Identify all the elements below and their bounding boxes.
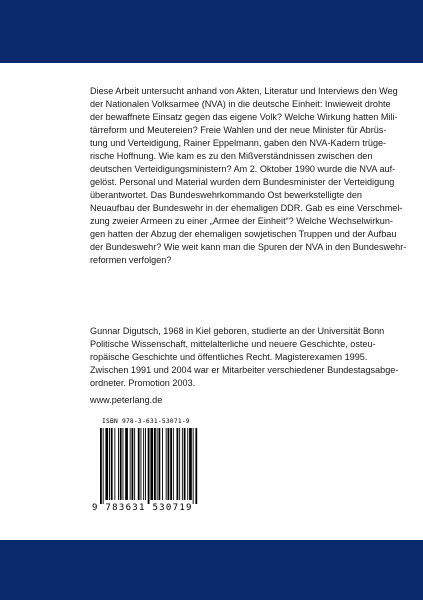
barcode-bar [179,428,180,500]
barcode-bar [109,428,110,500]
barcode-bar [111,428,113,500]
barcode-bar [123,428,124,500]
description-line: der Bundeswehr? Wie weit kann man die Spuren der NVA in den Bundeswehr- [90,242,407,252]
author-bio-line: ropäische Geschichte und öffentliches Recht. Magisterexamen 1995. [90,352,368,362]
isbn-barcode [92,418,202,518]
barcode-digits: 9 783631 530719 [92,503,193,513]
description-line: Neuaufbau der Bundeswehr in der ehemaligen DDR. Gab es eine Verschmel- [90,203,403,213]
author-bio-line: ordneter. Promotion 2003. [90,378,196,388]
barcode-bar [187,428,188,500]
barcode-bar [105,428,108,500]
isbn-label: ISBN 978-3-631-53071-9 [102,418,190,425]
author-bio-line: Zwischen 1991 und 2004 war er Mitarbeiter verschiedener Bundestagsabge- [90,365,399,375]
author-bio-paragraph [90,325,399,390]
author-bio-line: Gunnar Digutsch, 1968 in Kiel geboren, studierte an der Universität Bonn [90,326,385,336]
barcode-bar [134,428,135,500]
description-line: tärreform und Meutereien? Freie Wahlen und der neue Minister für Abrüs- [90,125,387,135]
barcode-bar [195,428,197,504]
barcode-bar [154,428,156,500]
barcode-bar [143,428,144,500]
barcode-bar [145,428,146,500]
barcode-bar [148,428,150,504]
barcode-bar [182,428,183,500]
barcode-bar [173,428,174,500]
description-line: zung zweier Armeen zu einer „Armee der Einheit“? Welche Wechselwirkun- [90,216,393,226]
barcode-bar [150,428,153,500]
description-line: deutschen Verteidigungsministern? Am 2. Oktober 1990 wurde die NVA auf- [90,164,396,174]
publisher-website: www.peterlang.de [90,395,163,405]
barcode-bar [120,428,122,500]
barcode-bar [125,428,128,500]
barcode-bar [177,428,179,500]
description-line: der bewaffnete Einsatz gegen das eigene Volk? Welche Wirkung hatten Mili- [90,112,398,122]
description-line: gen hatten der Abzug der ehemaligen sowjetischen Truppen und der Aufbau [90,229,397,239]
barcode-bar [157,428,158,500]
author-bio-line: Politische Wissenschaft, mittelalterliche und neuere Geschichte, osteu- [90,339,376,349]
barcode-bar [184,428,186,500]
barcode-bar [159,428,161,500]
barcode-bar [132,428,134,500]
description-line: reformen verfolgen? [90,255,172,265]
description-line: tung und Verteidigung, Rainer Eppelmann, gaben den NVA-Kadern trüge- [90,138,387,148]
description-line: gelöst. Personal und Material wurden dem Bundesminister der Verteidigung [90,177,395,187]
barcode-bar [193,428,194,504]
description-line: Diese Arbeit untersucht anhand von Akten, Literatur und Interviews den Weg [90,86,398,96]
bottom-color-band [0,540,423,600]
barcode-bar [138,428,140,500]
barcode-bar [170,428,172,500]
top-color-band [0,0,423,63]
barcode-bar [100,428,102,504]
barcode-bar [130,428,131,500]
description-line: überantwortet. Das Bundeswehrkommando Ost bewerkstelligte den [90,190,362,200]
barcode-bars [92,428,202,504]
barcode-bar [114,428,115,500]
barcode-bar [166,428,167,500]
barcode-bar [168,428,170,500]
barcode-bar [162,428,163,500]
barcode-bar [118,428,119,500]
barcode-bar [189,428,192,500]
barcode-bar [141,428,142,500]
description-line: der Nationalen Volksarmee (NVA) in die deutsche Einheit: Inwieweit drohte [90,99,391,109]
barcode-bar [103,428,104,504]
description-paragraph [90,85,407,267]
description-line: rische Hoffnung. Wie kam es zu den Mißverständnissen zwischen den [90,151,373,161]
